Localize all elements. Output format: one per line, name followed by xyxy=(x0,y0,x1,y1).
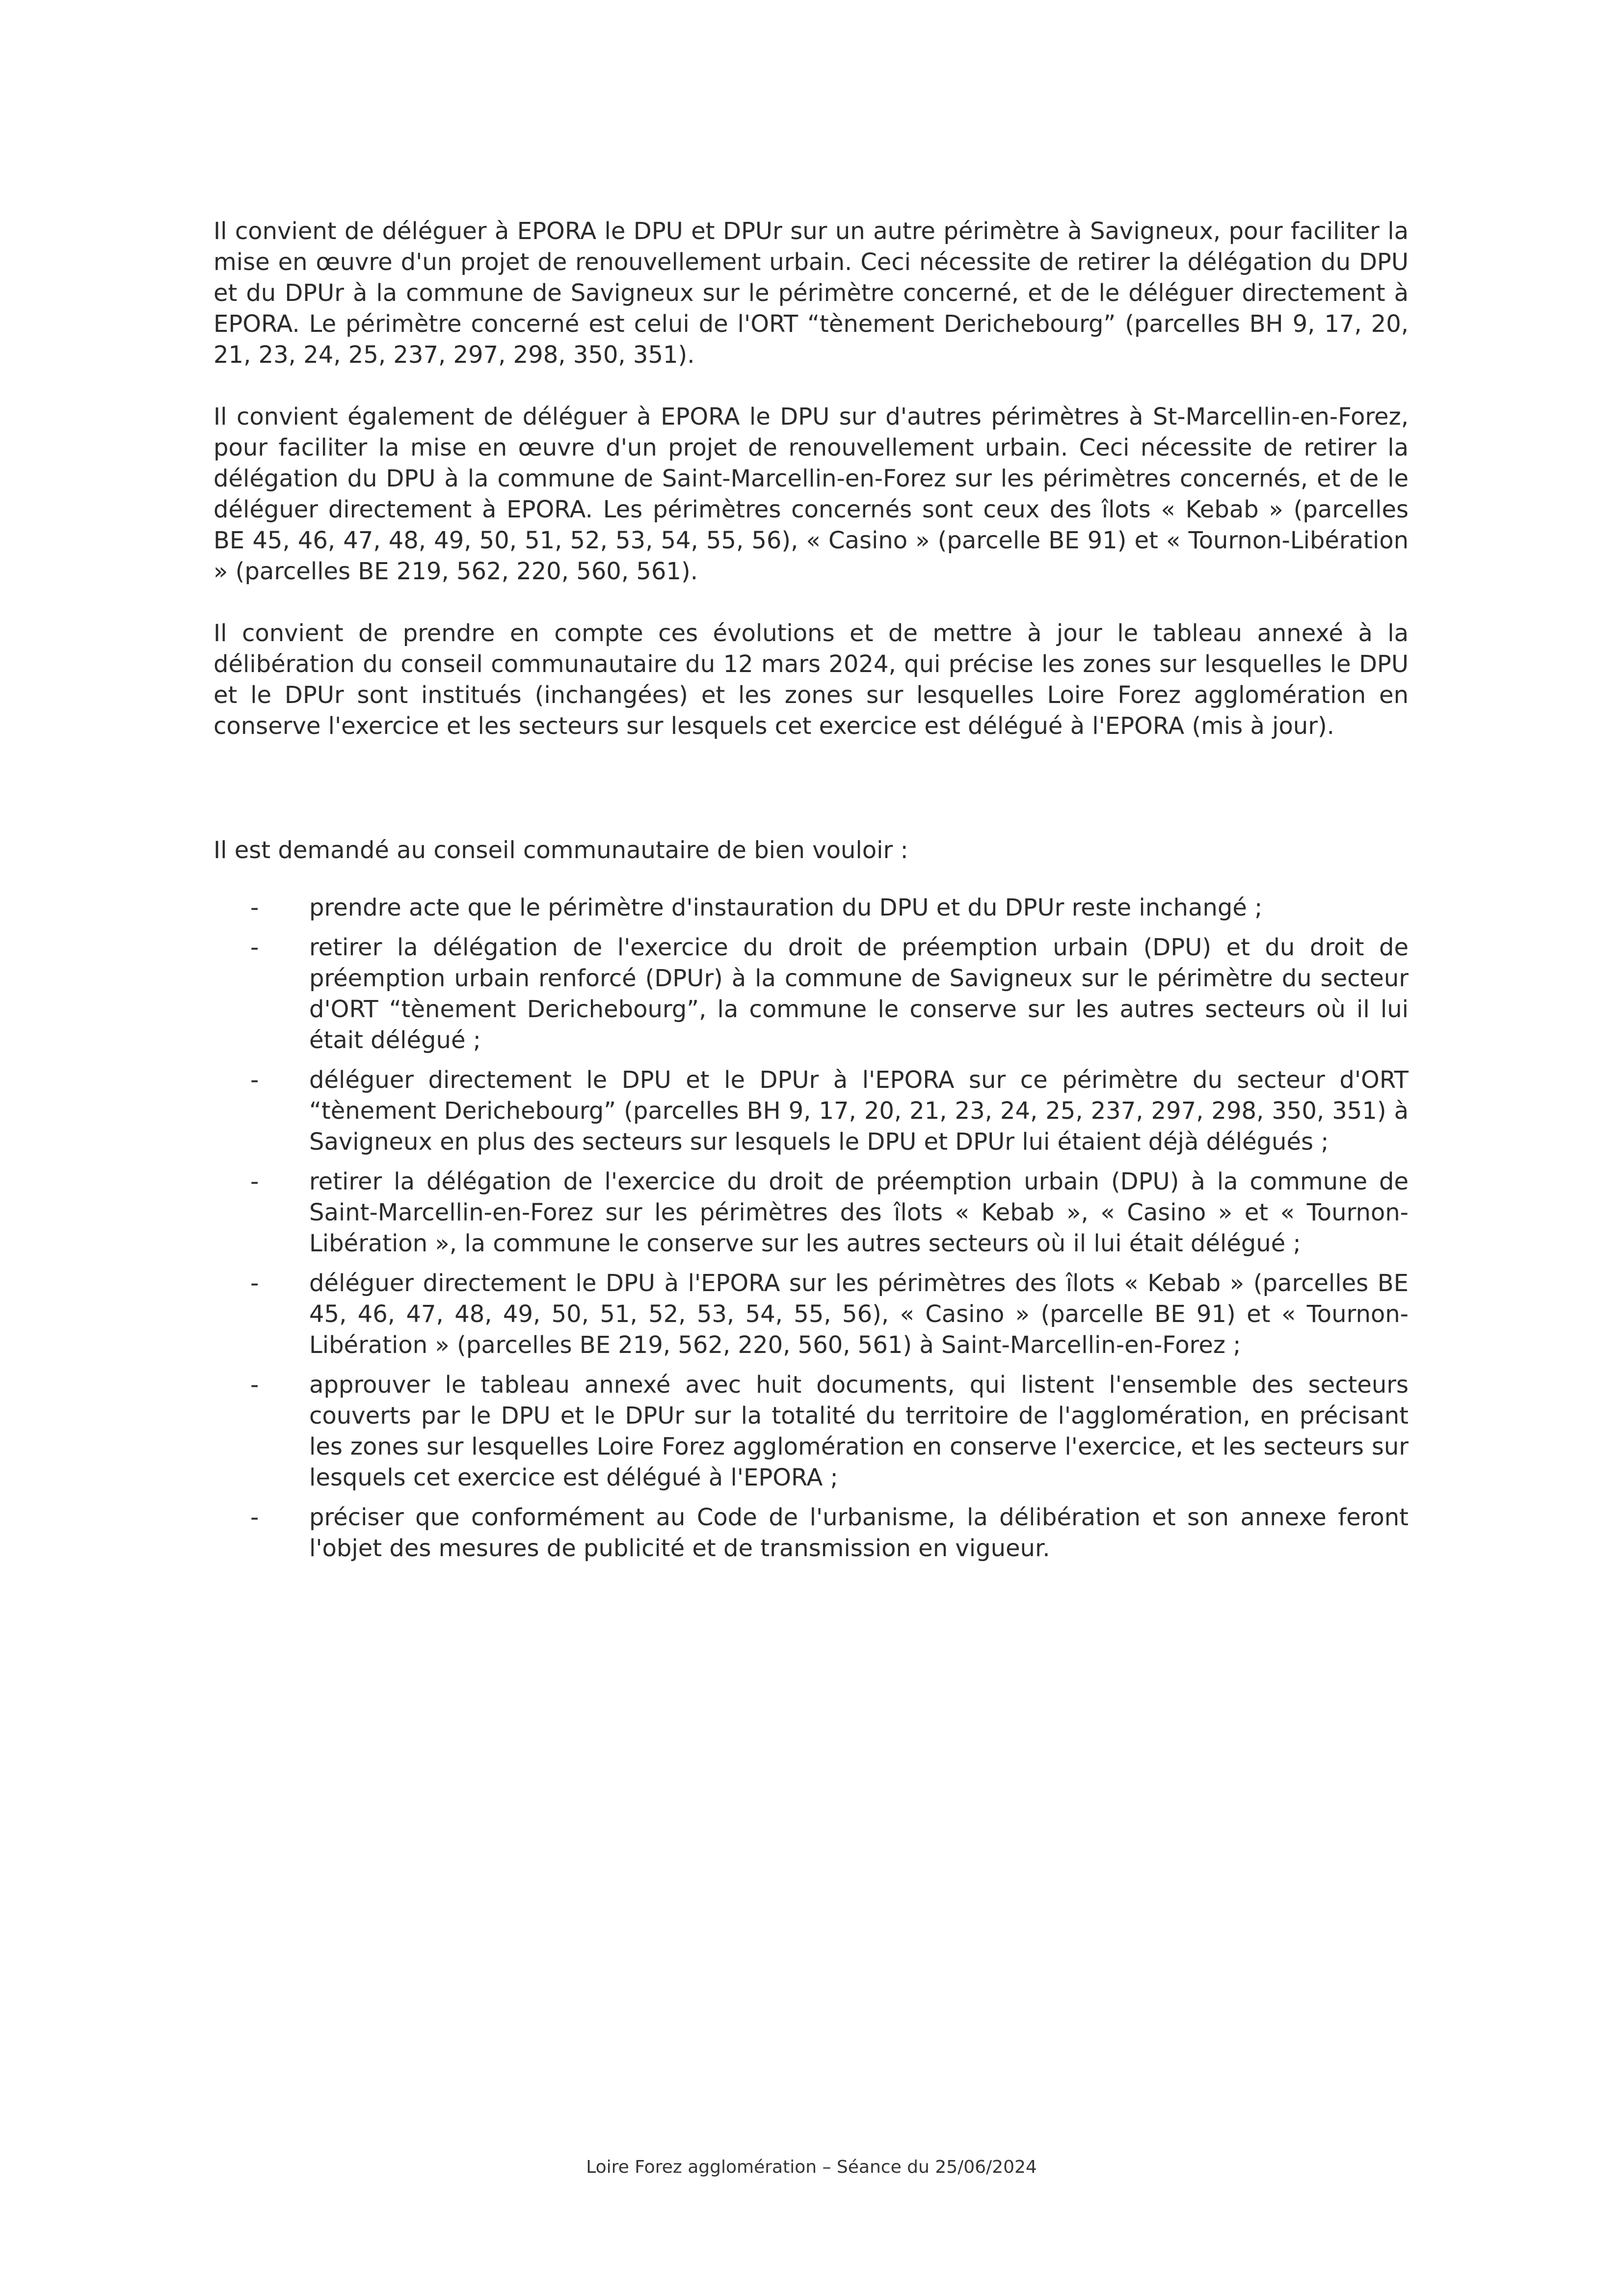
page-footer: Loire Forez agglomération – Séance du 25/06/2024 xyxy=(586,2157,1037,2177)
paragraph-savigneux: Il convient de déléguer à EPORA le DPU et DPUr sur un autre périmètre à Savigneux, pour faciliter la mise en œuvre d'un projet de renouvellement urbain. Ceci nécessite de retirer la délégation du DPU et du DPUr à la commune de Savigneux sur le périmètre concerné, et de le déléguer directement à EPORA. Le périmètre concerné est celui de l'ORT “tènement Derichebourg” (parcelles BH 9, 17, 20, 21, 23, 24, 25, 237, 297, 298, 350, 351). xyxy=(213,217,1409,369)
list-item xyxy=(213,1065,1409,1158)
list-item-text: déléguer directement le DPU et le DPUr à l'EPORA sur ce périmètre du secteur d'ORT “tènement Derichebourg” (parcelles BH 9, 17, 20, 21, 23, 24, 25, 237, 297, 298, 350, 351) à Savigneux en plus des secteurs sur lesquels le DPU et DPUr lui étaient déjà délégués ; xyxy=(309,1066,1409,1156)
list-item-text: préciser que conformément au Code de l'urbanisme, la délibération et son annexe feront l'objet des mesures de publicité et de transmission en vigueur. xyxy=(309,1504,1409,1562)
dash-marker: - xyxy=(250,1168,259,1195)
dash-marker: - xyxy=(250,1066,259,1094)
list-item-text: retirer la délégation de l'exercice du droit de préemption urbain (DPU) et du droit de préemption urbain renforcé (DPUr) à la commune de Savigneux sur le périmètre du secteur d'ORT “tènement Derichebourg”, la commune le conserve sur les autres secteurs où il lui était délégué ; xyxy=(309,934,1409,1054)
dash-marker: - xyxy=(250,934,259,961)
paragraph-st-marcellin: Il convient également de déléguer à EPORA le DPU sur d'autres périmètres à St-Marcellin-en-Forez, pour faciliter la mise en œuvre d'un projet de renouvellement urbain. Ceci nécessite de retirer la délégation du DPU à la commune de Saint-Marcellin-en-Forez sur les périmètres concernés, et de le déléguer directement à EPORA. Les périmètres concernés sont ceux des îlots « Kebab » (parcelles BE 45, 46, 47, 48, 49, 50, 51, 52, 53, 54, 55, 56), « Casino » (parcelle BE 91) et « Tournon-Libération » (parcelles BE 219, 562, 220, 560, 561). xyxy=(213,403,1409,585)
paragraph-tableau-annexe: Il convient de prendre en compte ces évolutions et de mettre à jour le tableau annexé à la délibération du conseil communautaire du 12 mars 2024, qui précise les zones sur lesquelles le DPU et le DPUr sont institués (inchangées) et les zones sur lesquelles Loire Forez agglomération en conserve l'exercice et les secteurs sur lesquels cet exercice est délégué à l'EPORA (mis à jour). xyxy=(213,620,1409,740)
list-item xyxy=(213,1502,1409,1564)
deliberation-list xyxy=(213,892,1409,1564)
document-body xyxy=(213,216,1409,1573)
dash-marker: - xyxy=(250,1371,259,1399)
deliberation-intro: Il est demandé au conseil communautaire de bien vouloir : xyxy=(213,837,908,864)
list-item xyxy=(213,892,1409,923)
list-item-text: prendre acte que le périmètre d'instauration du DPU et du DPUr reste inchangé ; xyxy=(309,894,1263,921)
list-item xyxy=(213,1370,1409,1493)
list-item-text: retirer la délégation de l'exercice du droit de préemption urbain (DPU) à la commune de Saint-Marcellin-en-Forez sur les périmètres des îlots « Kebab », « Casino » et « Tournon-Libération », la commune le conserve sur les autres secteurs où il lui était délégué ; xyxy=(309,1168,1409,1257)
list-item xyxy=(213,1166,1409,1259)
dash-marker: - xyxy=(250,894,259,921)
list-item-text: approuver le tableau annexé avec huit documents, qui listent l'ensemble des secteurs couverts par le DPU et le DPUr sur la totalité du territoire de l'agglomération, en précisant les zones sur lesquelles Loire Forez agglomération en conserve l'exercice, et les secteurs sur lesquels cet exercice est délégué à l'EPORA ; xyxy=(309,1371,1409,1491)
dash-marker: - xyxy=(250,1504,259,1531)
dash-marker: - xyxy=(250,1270,259,1297)
list-item xyxy=(213,1268,1409,1361)
list-item xyxy=(213,932,1409,1056)
list-item-text: déléguer directement le DPU à l'EPORA sur les périmètres des îlots « Kebab » (parcelles BE 45, 46, 47, 48, 49, 50, 51, 52, 53, 54, 55, 56), « Casino » (parcelle BE 91) et « Tournon-Libération » (parcelles BE 219, 562, 220, 560, 561) à Saint-Marcellin-en-Forez ; xyxy=(309,1270,1409,1359)
